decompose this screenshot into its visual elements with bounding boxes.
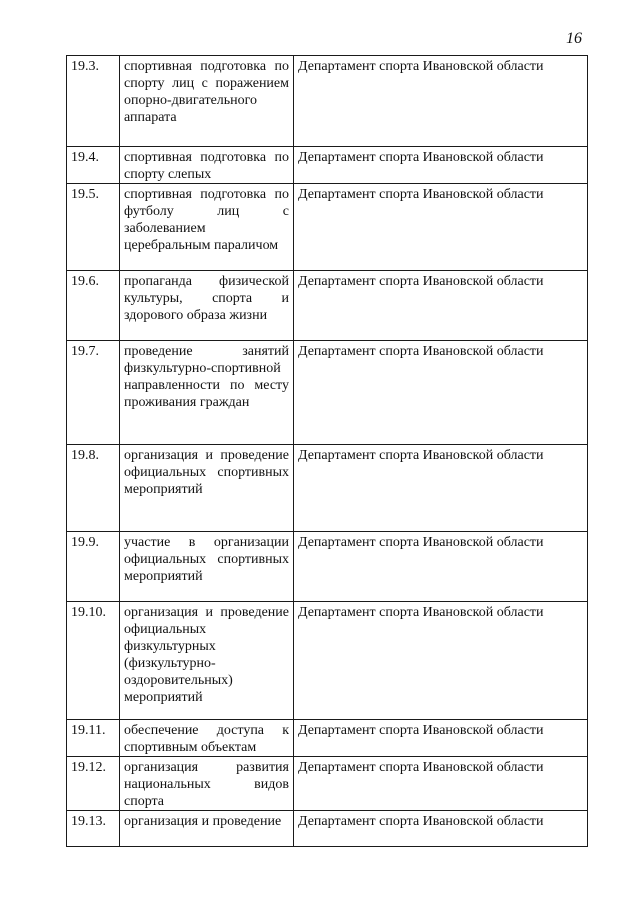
responsible-body: Департамент спорта Ивановской области xyxy=(294,445,588,532)
service-description: спортивная подготовка по спорту слепых xyxy=(120,147,294,184)
page-number: 16 xyxy=(566,30,582,47)
table-row xyxy=(67,532,588,602)
table-row xyxy=(67,720,588,757)
table-row xyxy=(67,184,588,271)
row-number: 19.5. xyxy=(67,184,120,271)
row-number: 19.13. xyxy=(67,811,120,847)
responsible-body: Департамент спорта Ивановской области xyxy=(294,341,588,445)
responsible-body: Департамент спорта Ивановской области xyxy=(294,811,588,847)
responsible-body: Департамент спорта Ивановской области xyxy=(294,720,588,757)
service-description: организация развития национальных видов спорта xyxy=(120,757,294,811)
service-description: обеспечение доступа к спортивным объектам xyxy=(120,720,294,757)
table-row xyxy=(67,811,588,847)
row-number: 19.4. xyxy=(67,147,120,184)
responsible-body: Департамент спорта Ивановской области xyxy=(294,757,588,811)
service-description: спортивная подготовка по футболу лиц с заболеванием церебральным параличом xyxy=(120,184,294,271)
row-number: 19.3. xyxy=(67,56,120,147)
responsible-body: Департамент спорта Ивановской области xyxy=(294,532,588,602)
responsible-body: Департамент спорта Ивановской области xyxy=(294,184,588,271)
responsible-body: Департамент спорта Ивановской области xyxy=(294,147,588,184)
responsible-body: Департамент спорта Ивановской области xyxy=(294,56,588,147)
services-table xyxy=(66,55,588,847)
responsible-body: Департамент спорта Ивановской области xyxy=(294,602,588,720)
responsible-body: Департамент спорта Ивановской области xyxy=(294,271,588,341)
service-description: проведение занятий физкультурно-спортивной направленности по месту проживания граждан xyxy=(120,341,294,445)
row-number: 19.9. xyxy=(67,532,120,602)
table-row xyxy=(67,147,588,184)
table-row xyxy=(67,56,588,147)
table-row xyxy=(67,341,588,445)
service-description: организация и проведение официальных спортивных мероприятий xyxy=(120,445,294,532)
service-description: организация и проведение xyxy=(120,811,294,847)
row-number: 19.10. xyxy=(67,602,120,720)
table-row xyxy=(67,602,588,720)
row-number: 19.11. xyxy=(67,720,120,757)
row-number: 19.7. xyxy=(67,341,120,445)
service-description: участие в организации официальных спортивных мероприятий xyxy=(120,532,294,602)
service-description: спортивная подготовка по спорту лиц с поражением опорно-двигательного аппарата xyxy=(120,56,294,147)
table-row xyxy=(67,757,588,811)
service-description: пропаганда физической культуры, спорта и здорового образа жизни xyxy=(120,271,294,341)
service-description: организация и проведение официальных физкультурных (физкультурно-оздоровительных) мероприятий xyxy=(120,602,294,720)
row-number: 19.8. xyxy=(67,445,120,532)
table-row xyxy=(67,271,588,341)
table-row xyxy=(67,445,588,532)
row-number: 19.6. xyxy=(67,271,120,341)
row-number: 19.12. xyxy=(67,757,120,811)
